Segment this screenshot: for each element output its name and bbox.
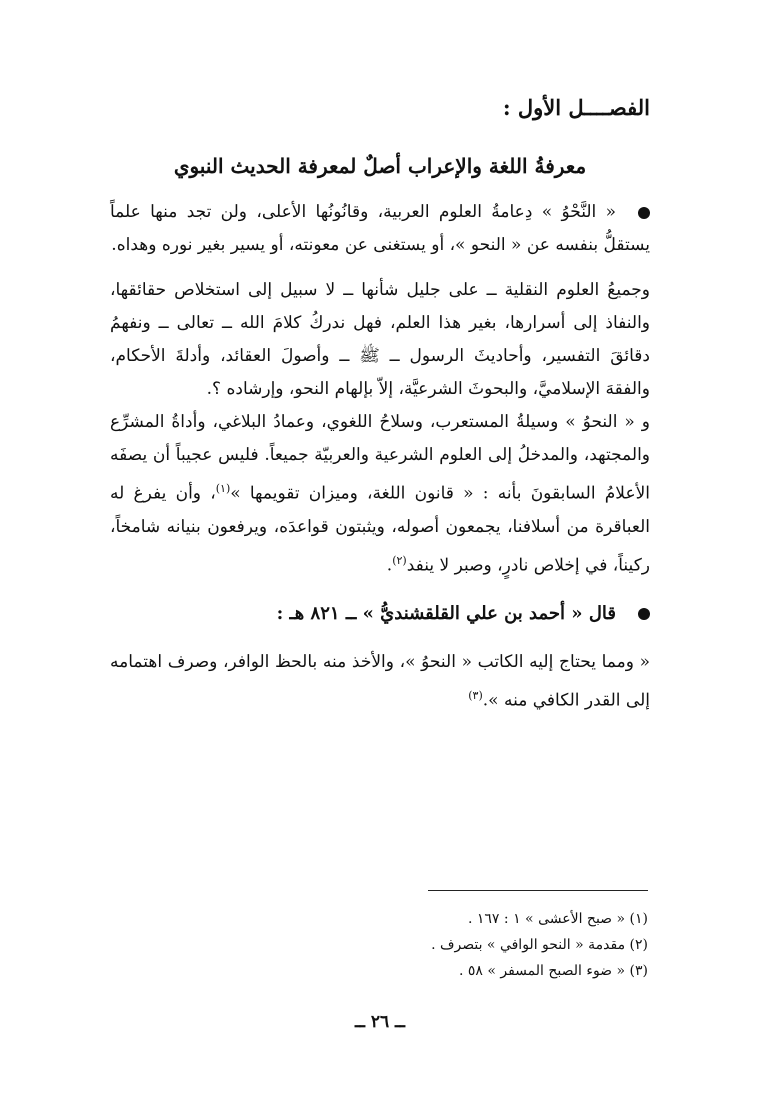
footnote-1: (١) « صبح الأعشى » ١ : ١٦٧ . [467, 911, 648, 927]
chapter-title: الفصــــل الأول : [502, 95, 650, 120]
footnote-3: (٣) « ضوء الصبح المسفر » ٥٨ . [458, 963, 648, 979]
footnote-divider [428, 890, 648, 891]
bullet-dot [638, 608, 650, 620]
paragraph-quote [110, 646, 650, 718]
paragraph-nahw-tool [110, 406, 650, 582]
paragraph-text: « النَّحْوُ » دِعامةُ العلوم العربية، وقانُونُها الأعلى، ولن تجد منها علماً يستقلُّ بنفسه عن « النحو »، أو يستغنى عن معونته، أو يسير بغير نوره وهداه. [110, 202, 650, 255]
footnotes [318, 906, 648, 984]
paragraph-text: « ومما يحتاج إليه الكاتب « النحوُ »، والأخذ منه بالحظ الوافر، وصرف اهتمامه إلى القدر الكافي منه ». [110, 652, 650, 711]
footnote-2: (٢) مقدمة « النحو الوافي » بتصرف . [431, 937, 648, 953]
footnote-ref-1: (١) [215, 482, 231, 495]
section-title: معرفةُ اللغة والإعراب أصلٌ لمعرفة الحديث النبوي [173, 154, 587, 178]
paragraph-transmitted-sciences: وجميعُ العلوم النقلية ــ على جليل شأنها ــ لا سبيل إلى استخلاص حقائقها، والنفاذ إلى أسرارها، بغير هذا العلم، فهل ندركُ كلامَ الله ــ تعالى ــ ونفهمُ دقائقَ التفسير، وأحاديثَ الرسول ــ ﷺ ــ وأصولَ العقائد، وأدلةَ الأحكام، والفقهَ الإسلاميَّ، والبحوثَ الشرعيَّة، إلاّ بإلهام النحو، وإرشاده ؟. [110, 280, 650, 399]
paragraph-text: ، وأن يفرغ له العباقرة من أسلافنا، يجمعون أصوله، ويثبتون قواعدَه، ويرفعون بنيانه شامخاً، ركيناً، في إخلاص نادرٍ، وصبر لا ينفد [110, 483, 650, 576]
paragraph-text: و « النحوُ » وسيلةُ المستعرب، وسلاحُ اللغوي، وعمادُ البلاغي، وأداةُ المشرِّع والمجتهد، والمدخلُ إلى العلوم الشرعية والعربيّة جميعاً. فليس عجيباً أن يصفَه الأعلامُ السابقونَ بأنه : « قانون اللغة، وميزان تقويمها » [110, 412, 650, 504]
bullet-dot [638, 207, 650, 219]
paragraph-end: . [386, 555, 393, 576]
page-number: ــ ٢٦ ــ [354, 1012, 406, 1032]
footnote-ref-3: (٣) [468, 689, 483, 703]
paragraph-nahw-pillar [110, 196, 650, 262]
quote-heading-text: قال « أحمد بن علي القلقشنديُّ » ــ ٨٢١ هـ : [276, 603, 616, 625]
footnote-ref-2: (٢) [392, 553, 407, 567]
quote-heading [110, 594, 650, 634]
page-body [110, 88, 650, 718]
